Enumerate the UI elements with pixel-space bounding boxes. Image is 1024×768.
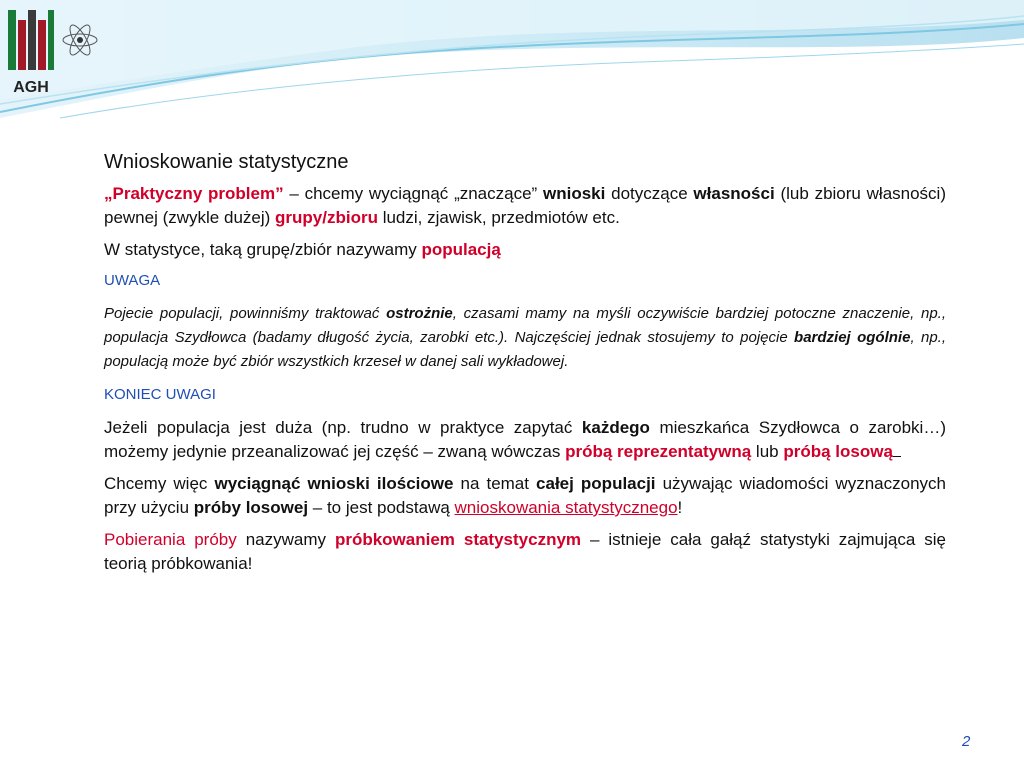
highlight-practical-problem: „Praktyczny problem”: [104, 184, 284, 203]
highlight-term: grupy/zbioru: [275, 208, 378, 227]
highlight-term: próbkowaniem statystycznym: [334, 530, 582, 549]
text-span: lub: [751, 442, 784, 461]
text-span: !: [677, 498, 683, 517]
link-statistical-inference[interactable]: wnioskowania statystycznego: [454, 498, 678, 517]
text-span: , czasami mamy na myśli oczywiście bardziej potoczne znaczenie, np., populacja Szydłowca (badamy długość życia, zarobki etc.). Najczęściej jednak stosujemy to pojęcie: [104, 305, 947, 346]
agh-logo: [4, 6, 58, 96]
slide-content: [104, 148, 946, 584]
atom-icon: [60, 20, 100, 60]
highlight-term: próbą reprezentatywną: [565, 442, 752, 461]
uwaga-label: UWAGA: [104, 272, 161, 289]
paragraph-note: [104, 302, 946, 374]
bold-term: całej populacji: [536, 474, 656, 493]
text-span: Chcemy więc: [104, 474, 215, 493]
bold-term: wnioski: [542, 184, 606, 203]
paragraph-sample: [104, 416, 946, 464]
bold-term: bardziej ogólnie: [794, 329, 911, 346]
bold-term: własności: [693, 184, 775, 203]
paragraph-practical-problem: [104, 182, 946, 230]
logo-text: AGH: [13, 79, 49, 96]
slide-title: Wnioskowanie statystyczne: [104, 151, 349, 173]
text-span: W statystyce, taką grupę/zbiór nazywamy: [104, 240, 422, 259]
text-span: – chcemy wyciągnąć „znaczące”: [283, 184, 543, 203]
text-span: nazywamy: [236, 530, 335, 549]
text-span: Jeżeli populacja jest duża (np. trudno w praktyce zapytać: [104, 418, 582, 437]
text-span: ludzi, zjawisk, przedmiotów etc.: [377, 208, 620, 227]
bold-term: próby losowej: [193, 498, 309, 517]
bold-term: wyciągnąć wnioski ilościowe: [214, 474, 454, 493]
text-span: mieszkańca Szydłowca o zarobki…) możemy jedynie przeanalizować jej część – zwaną wówczas: [104, 418, 946, 461]
bold-term: każdego: [581, 418, 650, 437]
header-wave-decoration: [0, 0, 1024, 120]
bold-term: ostrożnie: [386, 305, 453, 322]
text-span: – to jest podstawą: [308, 498, 455, 517]
highlight-term: Pobierania próby: [104, 530, 237, 549]
underline-mark: [893, 442, 901, 457]
highlight-term: próbą losową: [783, 442, 893, 461]
text-span: (lub zbioru własności) pewnej (zwykle dużej): [104, 184, 946, 227]
highlight-term: populacją: [421, 240, 501, 259]
text-span: , np., populacją może być zbiór wszystkich krzeseł w danej sali wykładowej.: [104, 329, 946, 370]
page-number: 2: [962, 733, 971, 750]
text-span: używając wiadomości wyznaczonych przy użyciu: [104, 474, 946, 517]
paragraph-sampling: [104, 528, 946, 576]
paragraph-inference: [104, 472, 946, 520]
text-span: dotyczące: [605, 184, 694, 203]
koniec-uwagi-label: KONIEC UWAGI: [104, 386, 216, 403]
text-span: Pojecie populacji, powinniśmy traktować: [104, 305, 387, 322]
paragraph-population: [104, 238, 946, 262]
text-span: na temat: [453, 474, 537, 493]
text-span: – istnieje cała gałąź statystyki zajmująca się teorią próbkowania!: [104, 530, 946, 573]
